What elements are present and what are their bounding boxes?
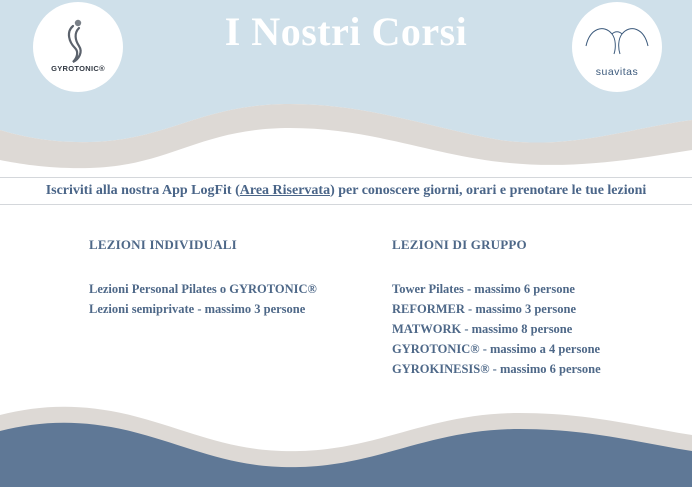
list-item: GYROTONIC® - massimo a 4 persone — [392, 342, 601, 356]
gyrotonic-logo-text: GYROTONIC® — [51, 64, 105, 73]
area-riservata-link[interactable]: Area Riservata — [239, 183, 331, 198]
individual-lessons-heading: LEZIONI INDIVIDUALI — [89, 237, 237, 252]
suavitas-logo-text: suavitas — [595, 66, 639, 78]
app-info-banner — [0, 177, 692, 205]
list-item: Lezioni Personal Pilates o GYROTONIC® — [89, 282, 317, 296]
list-item: REFORMER - massimo 3 persone — [392, 302, 577, 316]
group-lessons-heading: LEZIONI DI GRUPPO — [392, 237, 527, 252]
gyrotonic-logo — [33, 2, 123, 92]
page-title: I Nostri Corsi — [224, 9, 468, 54]
list-item: Lezioni semiprivate - massimo 3 persone — [89, 302, 306, 316]
individual-lessons-list — [89, 279, 317, 319]
list-item: GYROKINESIS® - massimo 6 persone — [392, 362, 601, 376]
suavitas-wings-icon — [572, 2, 662, 92]
list-item: Tower Pilates - massimo 6 persone — [392, 282, 575, 296]
gyrotonic-figure-icon — [33, 2, 123, 92]
individual-lessons-section — [89, 237, 317, 319]
group-lessons-list — [392, 279, 601, 379]
list-item: MATWORK - massimo 8 persone — [392, 322, 573, 336]
suavitas-logo — [572, 2, 662, 92]
banner-text-before: Iscriviti alla nostra App LogFit ( — [45, 183, 240, 198]
group-lessons-section — [392, 237, 601, 379]
banner-text-after: ) per conoscere giorni, orari e prenotare le tue lezioni — [330, 183, 647, 198]
bottom-wave-background — [0, 395, 692, 487]
